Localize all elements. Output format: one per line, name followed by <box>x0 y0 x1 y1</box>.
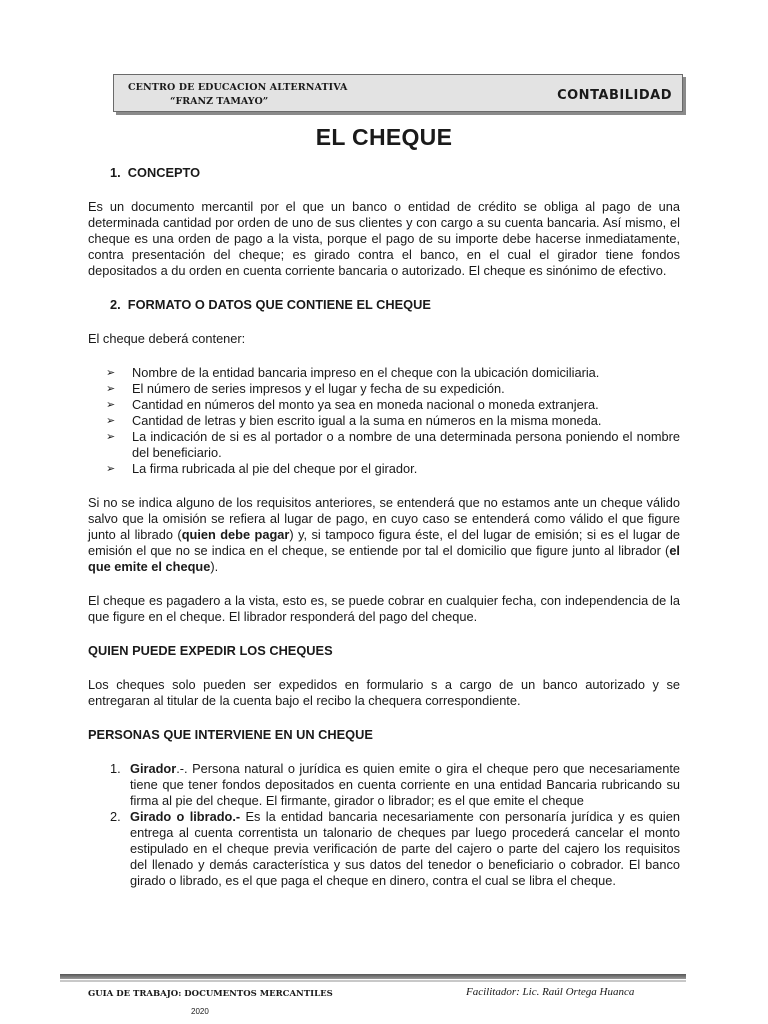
document-body <box>88 165 680 889</box>
arrow-bullet-icon: ➢ <box>106 399 116 411</box>
document-header <box>113 74 683 112</box>
footer-guide-title: GUIA DE TRABAJO: DOCUMENTOS MERCANTILES <box>88 989 333 999</box>
list-item: ➢ La firma rubricada al pie del cheque por el girador. <box>106 461 418 476</box>
list-item: ➢ La indicación de si es al portador o a nombre de una determinada persona poniendo el nombre del beneficiario. <box>106 429 680 460</box>
arrow-bullet-icon: ➢ <box>106 383 116 395</box>
subject-label: CONTABILIDAD <box>557 88 672 103</box>
footer-facilitator: Facilitador: Lic. Raúl Ortega Huanca <box>466 986 635 998</box>
section-heading-concepto: 1. CONCEPTO <box>110 165 201 180</box>
formato-intro: El cheque deberá contener: <box>88 331 246 346</box>
footer-divider <box>60 974 686 979</box>
requirements-list <box>88 365 680 477</box>
list-item: ➢ Cantidad en números del monto ya sea en moneda nacional o moneda extranjera. <box>106 397 599 412</box>
institution-subname: “FRANZ TAMAYO” <box>170 96 269 107</box>
section-heading-personas: PERSONAS QUE INTERVIENE EN UN CHEQUE <box>88 727 373 742</box>
section-heading-expedir: QUIEN PUEDE EXPEDIR LOS CHEQUES <box>88 643 333 658</box>
page-title: EL CHEQUE <box>315 124 453 150</box>
list-item: 2. Girado o librado.- Es la entidad bancaria necesariamente con personaría jurídica y es quien entrega al cuenta correntista un talonario de cheques par luego procederá cancelar el monto estipulado en el cheque previa verificación de parte del cajero o parte del cajero los requisitos del llenado y demás característica y sus datos del tenedor o beneficiario o cobrador. El banco girado o librado, es el que paga el cheque en dinero, contra el cual se libra el cheque. <box>110 809 680 888</box>
persons-list <box>88 761 680 889</box>
footer-divider-shadow <box>60 980 686 982</box>
institution-name: CENTRO DE EDUCACION ALTERNATIVA <box>128 82 348 93</box>
payable-paragraph: El cheque es pagadero a la vista, esto es, se puede cobrar en cualquier fecha, con independencia de la que figure en el cheque. El librador responderá del pago del cheque. <box>88 593 680 624</box>
concepto-paragraph: Es un documento mercantil por el que un banco o entidad de crédito se obliga al pago de una determinada cantidad por orden de uno de sus clientes y con cargo a su cuenta bancaria. Así mismo, el cheque es una orden de pago a la vista, porque el pago de su importe debe hacerse inmediatamente, contra presentación del cheque; es girado contra el banco, en el cual el girador tiene fondos depositados a du orden en cuenta corriente bancaria o autorizado. El cheque es sinónimo de efectivo. <box>88 199 680 278</box>
list-item: 1. Girador.-. Persona natural o jurídica es quien emite o gira el cheque pero que necesariamente tiene que tener fondos depositados en cuenta corriente en una entidad Bancaria rubricando su firma al pie del cheque. El firmante, girador o librador; es el que emite el cheque <box>110 761 680 808</box>
section-heading-formato: 2. FORMATO O DATOS QUE CONTIENE EL CHEQUE <box>110 297 431 312</box>
arrow-bullet-icon: ➢ <box>106 463 116 475</box>
arrow-bullet-icon: ➢ <box>106 415 116 427</box>
expedir-paragraph: Los cheques solo pueden ser expedidos en formulario s a cargo de un banco autorizado y se entregaran al titular de la cuenta bajo el recibo la chequera correspondiente. <box>88 677 680 708</box>
list-item: ➢ Nombre de la entidad bancaria impreso en el cheque con la ubicación domiciliaria. <box>106 365 600 380</box>
footer-year: 2020 <box>191 1007 209 1016</box>
arrow-bullet-icon: ➢ <box>106 367 116 379</box>
list-item: ➢ El número de series impresos y el lugar y fecha de su expedición. <box>106 381 505 396</box>
arrow-bullet-icon: ➢ <box>106 431 116 443</box>
validity-paragraph: Si no se indica alguno de los requisitos anteriores, se entenderá que no estamos ante un cheque válido salvo que la omisión se refiera al lugar de pago, en cuyo caso se entenderá como válido el que figure junto al librado (quien debe pagar) y, si tampoco figura éste, el del lugar de emisión; si es el lugar de emisión el que no se indica en el cheque, se entiende por tal el domicilio que figure junto al librador (el que emite el cheque). <box>88 495 680 574</box>
list-item: ➢ Cantidad de letras y bien escrito igual a la suma en números en la misma moneda. <box>106 413 602 428</box>
